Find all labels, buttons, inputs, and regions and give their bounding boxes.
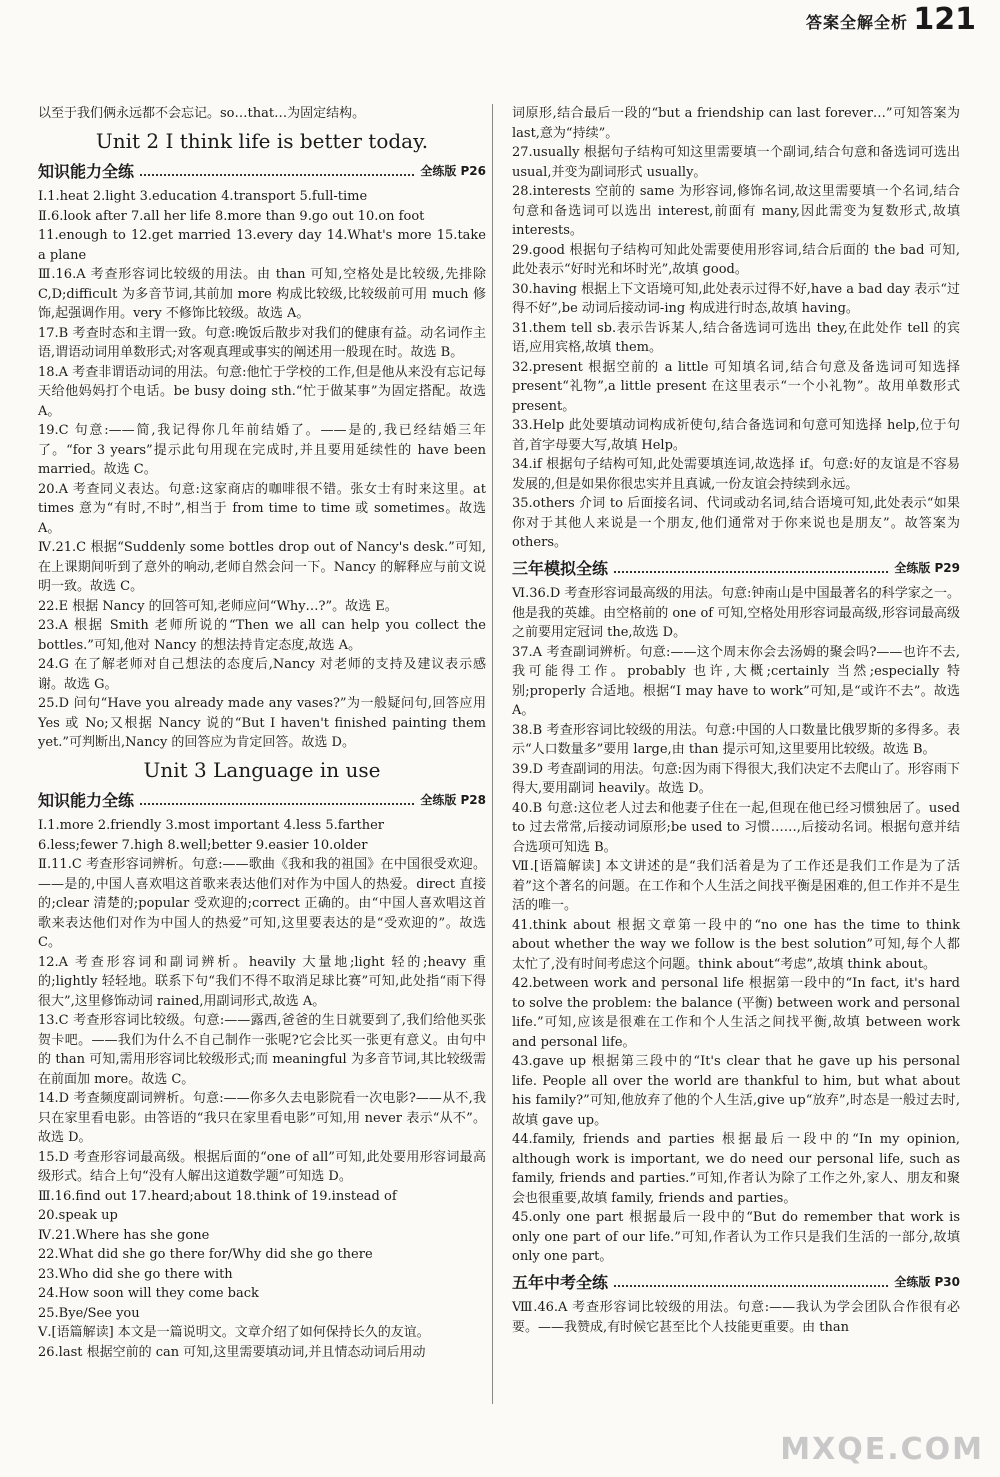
- answer-line: 39.D 考查副词的用法。句意:因为雨下得很大,我们决定不去爬山了。形容雨下得大,要用副词 heavily。故选 D。: [512, 761, 960, 796]
- section-ref: 全练版 P26: [420, 163, 486, 178]
- answer-line: Ⅱ.11.C 考查形容词辨析。句意:——歌曲《我和我的祖国》在中国很受欢迎。——是的,中国人喜欢唱这首歌来表达他们对作为中国人的热爱。direct 直接的;clear 清楚的;popular 受欢迎的;correct 正确的。由“中国人喜欢唱这首歌来表达他们对作为中国人的热爱”可知,这里要表达的是“受欢迎的”。故选 C。: [38, 857, 486, 950]
- answer-line: 23.A 根据 Smith 老师所说的“Then we all can help you collect the bottles.”可知,他对 Nancy 的想法持肯定态度,故选 A。: [38, 618, 486, 653]
- unit3-title: Unit 3 Language in use: [143, 757, 381, 782]
- answer-line: 22.What did she go there for/Why did she go there: [38, 1247, 373, 1262]
- answer-line: 14.D 考查频度副词辨析。句意:——你多久去电影院看一次电影?——从不,我只在家里看电影。由答语的“我只在家里看电影”可知,用 never 表示“从不”。故选 D。: [38, 1091, 486, 1145]
- answer-line: 20.speak up: [38, 1208, 118, 1223]
- answer-line: 20.A 考查同义表达。句意:这家商店的咖啡很不错。张女士有时来这里。at times 意为“有时,不时”,相当于 from time to time 或 sometimes。故选 A。: [38, 481, 486, 536]
- answer-line: 32.present 根据空前的 a little 可知填名词,结合句意及备选词可知选择 present“礼物”,a little present 在这里表示“一个小礼物”。故用单数形式 present。: [512, 359, 960, 414]
- answer-line: 25.D 问句“Have you already made any vases?”为一般疑问句,回答应用 Yes 或 No;又根据 Nancy 说的“But I haven't finished painting them yet.”可判断出,Nancy 的回答应为肯定回答。故选 D。: [38, 696, 486, 750]
- section-header: [38, 791, 486, 811]
- answer-line: Ⅱ.6.look after 7.all her life 8.more than 9.go out 10.on foot: [38, 208, 425, 224]
- section-name: 五年中考全练: [512, 1272, 609, 1292]
- answer-line: 45.only one part 根据最后一段中的“But do remember that work is only one part of our life.”可知,作者认为工作只是我们生活的一部分,故填 only one part。: [512, 1210, 960, 1264]
- answer-line: 31.them tell sb.表示告诉某人,结合备选词可选出 they,在此处作 tell 的宾语,应用宾格,故填 them。: [512, 320, 960, 355]
- section-name: 知识能力全练: [38, 161, 135, 181]
- dotted-leader: [140, 174, 414, 176]
- answer-line: 27.usually 根据句子结构可知这里需要填一个副词,结合句意和备选词可选出 usual,并变为副词形式 usually。: [512, 145, 960, 180]
- section-ref: 全练版 P28: [420, 792, 486, 807]
- answer-line: Ⅳ.21.C 根据“Suddenly some bottles drop out of Nancy's desk.”可知,在上课期间听到了意外的响动,老师自然会问一下。Nancy 的解释应与前文说明一致。故选 C。: [38, 540, 486, 594]
- answer-line: Ⅶ.[语篇解读] 本文讲述的是“我们活着是为了工作还是我们工作是为了活着”这个著名的问题。在工作和个人生活之间找平衡是困难的,但工作并不是生活的唯一。: [512, 859, 960, 913]
- answer-line: 25.Bye/See you: [38, 1305, 140, 1321]
- answer-line: 34.if 根据句子结构可知,此处需要填连词,故选择 if。句意:好的友谊是不容易发展的,但是如果你很忠实并且真诚,一份友谊会持续到永远。: [512, 457, 960, 492]
- answer-line: 15.D 考查形容词最高级。根据后面的“one of all”可知,此处要用形容词最高级形式。结合上句“没有人解出这道数学题”可知选 D。: [38, 1149, 486, 1184]
- answer-line: 词原形,结合最后一段的“but a friendship can last forever…”可知答案为 last,意为“持续”。: [512, 106, 960, 141]
- section-header: [38, 162, 486, 182]
- section-name: 知识能力全练: [38, 790, 135, 810]
- section-header: [512, 559, 960, 579]
- answer-line: 28.interests 空前的 same 为形容词,修饰名词,故这里需要填一个名词,结合句意和备选词可以选出 interest,前面有 many,因此需变为复数形式,故填 interests。: [512, 184, 960, 238]
- answer-line: Ⅲ.16.A 考查形容词比较级的用法。由 than 可知,空格处是比较级,先排除 C,D;difficult 为多音节词,其前加 more 构成比较级,比较级前可用 much 修饰,起强调作用。very 不修饰比较级。故选 A。: [38, 267, 486, 321]
- answer-line: 11.enough to 12.get married 13.every day 14.What's more 15.take a plane: [38, 228, 486, 263]
- section-header: [512, 1273, 960, 1293]
- answer-line: 33.Help 此处要填动词构成祈使句,结合备选词和句意可知选择 help,位于句首,首字母要大写,故填 Help。: [512, 418, 960, 453]
- answer-line: Ⅰ.1.more 2.friendly 3.most important 4.less 5.farther: [38, 818, 385, 833]
- answer-line: 40.B 句意:这位老人过去和他妻子住在一起,但现在他已经习惯独居了。used to 过去常常,后接动词原形;be used to 习惯……,后接动名词。根据句意并结合选项可知选 B。: [512, 800, 960, 855]
- answer-line: Ⅲ.16.find out 17.heard;about 18.think of 19.instead of: [38, 1188, 397, 1204]
- answer-line: 35.others 介词 to 后面接名词、代词或动名词,结合语境可知,此处表示“如果你对于其他人来说是一个朋友,他们通常对于你来说也是朋友”。故答案为 others。: [512, 496, 960, 550]
- answer-line: 19.C 句意:——简,我记得你几年前结婚了。——是的,我已经结婚三年了。“for 3 years”提示此句用现在完成时,并且要用延续性的 have been married。故选 C。: [38, 423, 486, 477]
- section-ref: 全练版 P29: [894, 560, 960, 575]
- answer-line: 26.last 根据空前的 can 可知,这里需要填动词,并且情态动词后用动: [38, 1344, 426, 1360]
- answer-line: Ⅰ.1.heat 2.light 3.education 4.transport 5.full-time: [38, 189, 368, 204]
- answer-line: 43.gave up 根据第三段中的“It's clear that he gave up his personal life. People all over the world are thankful to him, but what about his family?”可知,他放弃了他的个人生活,give up“放弃”,时态是一般过去时,故填 gave up。: [512, 1054, 960, 1128]
- answer-line: 41.think about 根据文章第一段中的“no one has the time to think about whether the way we follow is the best solution”可知,每个人都太忙了,没有时间考虑这个问题。think about“考虑”,故填 think about。: [512, 917, 960, 972]
- answer-line: 42.between work and personal life 根据第一段中的“In fact, it's hard to solve the problem: the balance (平衡) between work and personal life.”可知,应该是很难在工作和个人生活之间找平衡,故填 between work and personal life。: [512, 976, 960, 1050]
- answer-line: 22.E 根据 Nancy 的回答可知,老师应问“Why…?”。故选 E。: [38, 598, 398, 614]
- answer-line: Ⅳ.21.Where has she gone: [38, 1227, 210, 1243]
- section-name: 三年模拟全练: [512, 558, 609, 578]
- unit2-title: Unit 2 I think life is better today.: [95, 128, 429, 153]
- answer-line: 44.family, friends and parties 根据最后一段中的“In my opinion, although work is important, we do need our personal life, such as family, friends and parties.”可知,作者认为除了工作之外,家人、朋友和聚会也很重要,故填 family, friends and parties。: [512, 1132, 960, 1206]
- answer-line: 30.having 根据上下文语境可知,此处表示过得不好,have a bad day 表示“过得不好”,be 动词后接动词-ing 构成进行时态,故填 having。: [512, 281, 960, 316]
- header-title: 答案全解全析: [805, 13, 908, 32]
- answer-line: Ⅵ.36.D 考查形容词最高级的用法。句意:钟南山是中国最著名的科学家之一。他是我的英雄。由空格前的 one of 可知,空格处用形容词最高级,形容词最高级之前要用定冠词 the,故选 D。: [512, 586, 960, 640]
- answer-line: 24.G 在了解老师对自己想法的态度后,Nancy 对老师的支持及建议表示感谢。故选 G。: [38, 657, 486, 692]
- dotted-leader: [614, 1285, 888, 1287]
- answer-line: Ⅴ.[语篇解读] 本文是一篇说明文。文章介绍了如何保持长久的友谊。: [38, 1325, 430, 1340]
- section-ref: 全练版 P30: [894, 1274, 960, 1289]
- answer-line: 24.How soon will they come back: [38, 1286, 259, 1301]
- left-column: [38, 104, 486, 1362]
- answer-line: Ⅷ.46.A 考查形容词比较级的用法。句意:——我认为学会团队合作很有必要。——我赞成,有时候它甚至比个人技能更重要。由 than: [512, 1300, 960, 1335]
- page-number: 121: [913, 2, 976, 37]
- answer-line: 12.A 考查形容词和副词辨析。heavily 大量地;light 轻的;heavy 重的;lightly 轻轻地。联系下句“我们不得不取消足球比赛”可知,此处指“雨下得很大”,这里修饰动词 rained,用副词形式,故选 A。: [38, 954, 486, 1009]
- watermark: MXQE.COM: [780, 1432, 984, 1467]
- page-header: [0, 0, 1000, 40]
- answer-line: 37.A 考查副词辨析。句意:——这个周末你会去汤姆的聚会吗?——也许不去,我可能得工作。probably 也许,大概;certainly 当然;especially 特别;properly 合适地。根据“I may have to work”可知,是“或许不去”。故选 A。: [512, 644, 960, 718]
- answer-line: 23.Who did she go there with: [38, 1266, 233, 1282]
- column-divider: [492, 104, 493, 1404]
- answer-line: 29.good 根据句子结构可知此处需要使用形容词,结合后面的 the bad 可知,此处表示“好时光和坏时光”,故填 good。: [512, 242, 960, 277]
- answer-line: 17.B 考查时态和主谓一致。句意:晚饭后散步对我们的健康有益。动名词作主语,谓语动词用单数形式;对客观真理或事实的阐述用一般现在时。故选 B。: [38, 325, 486, 360]
- answer-line: 38.B 考查形容词比较级的用法。句意:中国的人口数量比俄罗斯的多得多。表示“人口数量多”要用 large,由 than 提示可知,这里要用比较级。故选 B。: [512, 722, 960, 757]
- answer-line: 6.less;fewer 7.high 8.well;better 9.easier 10.older: [38, 837, 368, 853]
- right-column: [512, 104, 960, 1337]
- answer-line: 18.A 考查非谓语动词的用法。句意:他忙于学校的工作,但是他从来没有忘记每天给他妈妈打个电话。be busy doing sth.“忙于做某事”为固定搭配。故选 A。: [38, 364, 486, 419]
- dotted-leader: [140, 803, 414, 805]
- dotted-leader: [614, 571, 888, 573]
- intro-line: 以至于我们俩永远都不会忘记。so…that…为固定结构。: [38, 106, 366, 121]
- answer-line: 13.C 考查形容词比较级。句意:——露西,爸爸的生日就要到了,我们给他买张贺卡吧。——我们为什么不自己制作一张呢?它会比买一张更有意义。由句中的 than 可知,需用形容词比较级形式;而 meaningful 为多音节词,其比较级需在前面加 more。故选 C。: [38, 1013, 486, 1087]
